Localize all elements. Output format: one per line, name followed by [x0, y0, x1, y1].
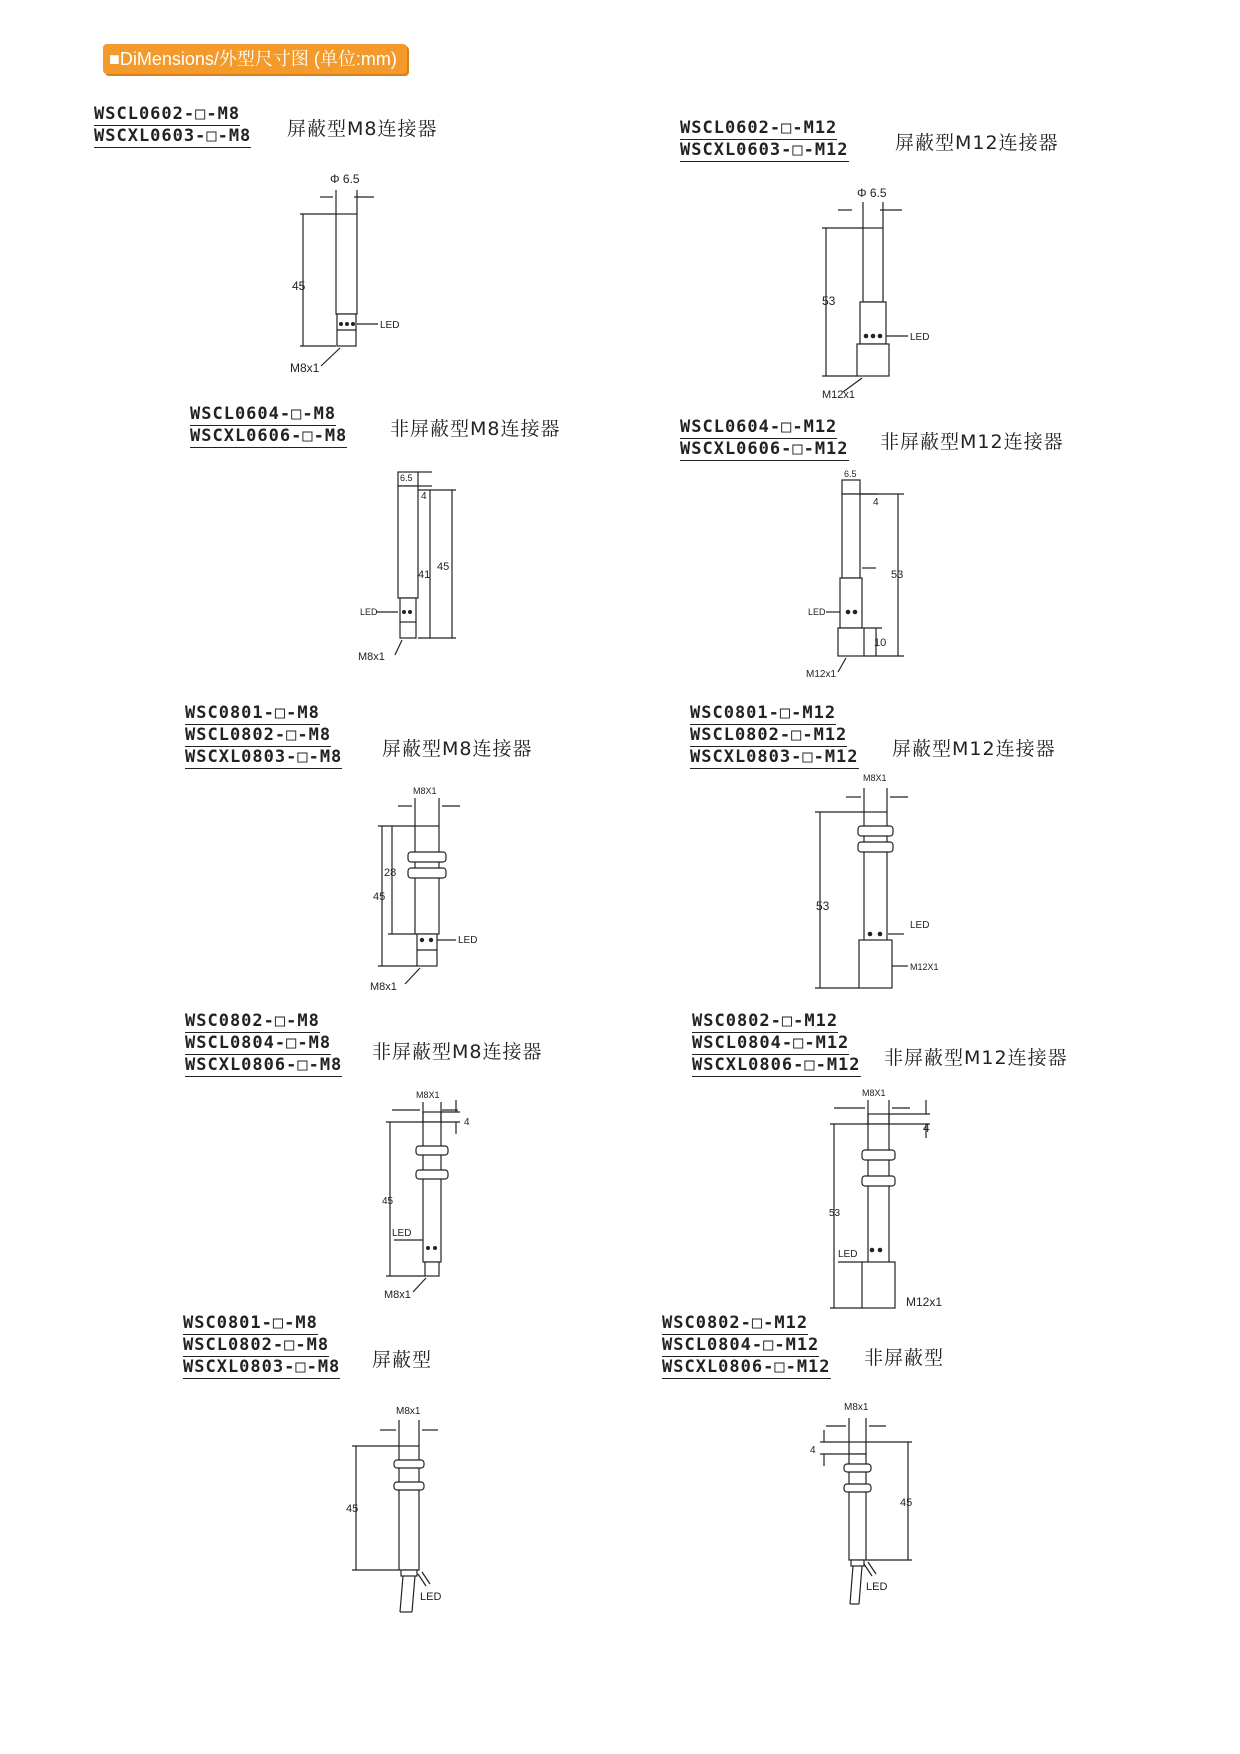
model-number: WSC0802-□-M8 [185, 1011, 320, 1031]
dim-label: M8x1 [358, 651, 385, 663]
led-label: LED [380, 320, 400, 331]
dim-label: 45 [346, 1503, 359, 1515]
sensor-description: 屏蔽型M12连接器 [895, 132, 1059, 154]
sensor-description: 屏蔽型M8连接器 [382, 738, 533, 760]
dim-label: Φ 6.5 [857, 186, 887, 200]
sensor-description: 非屏蔽型M8连接器 [372, 1041, 543, 1063]
sensor-description: 屏蔽型M12连接器 [892, 738, 1056, 760]
model-number: WSCL0804-□-M12 [662, 1335, 820, 1355]
model-number: WSCXL0806-□-M12 [692, 1055, 861, 1075]
led-label: LED [910, 920, 930, 931]
model-number: WSCL0804-□-M8 [185, 1033, 332, 1053]
dim-label: M8X1 [413, 786, 437, 796]
dim-label: 10 [874, 637, 887, 649]
dim-label: 45 [373, 891, 386, 903]
dim-label: 45 [900, 1497, 913, 1509]
dim-label: 53 [829, 1208, 841, 1219]
led-label: LED [808, 607, 826, 617]
dim-label: M8x1 [844, 1402, 869, 1413]
dim-label: M8x1 [290, 361, 320, 375]
dim-label: 4 [810, 1445, 816, 1456]
dim-label: 53 [891, 569, 904, 581]
led-label: LED [360, 607, 378, 617]
dim-label: M12x1 [906, 1295, 943, 1309]
model-number: WSCL0804-□-M12 [692, 1033, 850, 1053]
model-number: WSC0801-□-M8 [183, 1313, 318, 1333]
model-number: WSC0802-□-M12 [692, 1011, 839, 1031]
dim-label: M12x1 [822, 389, 856, 401]
sensor-description: 非屏蔽型 [864, 1347, 945, 1369]
model-number: WSCL0602-□-M12 [680, 118, 838, 138]
model-number: WSCXL0606-□-M8 [190, 426, 348, 446]
model-number: WSCXL0803-□-M8 [185, 747, 343, 767]
dim-label: 4 [464, 1117, 470, 1128]
dim-label: 45 [382, 1196, 394, 1207]
dim-label: 28 [384, 867, 397, 879]
led-label: LED [910, 332, 930, 343]
dim-label: Φ 6.5 [330, 172, 360, 186]
dim-label: M12X1 [910, 962, 939, 972]
led-label: LED [392, 1228, 412, 1239]
model-number: WSCXL0803-□-M12 [690, 747, 859, 767]
dim-label: 6.5 [844, 469, 857, 479]
dim-label: 53 [822, 294, 836, 308]
dim-label: 4 [923, 1121, 930, 1135]
dim-label: 6.5 [400, 473, 413, 483]
model-number: WSCXL0806-□-M12 [662, 1357, 831, 1377]
model-number: WSCXL0603-□-M12 [680, 140, 849, 160]
section-header: ■DiMensions/外型尺寸图 (单位:mm) [103, 44, 407, 74]
model-number: WSCXL0606-□-M12 [680, 439, 849, 459]
dim-label: M8X1 [862, 1088, 886, 1098]
model-number: WSCL0604-□-M8 [190, 404, 337, 424]
model-number: WSC0802-□-M12 [662, 1313, 809, 1333]
sensor-description: 非屏蔽型M12连接器 [884, 1047, 1068, 1069]
model-number: WSCXL0806-□-M8 [185, 1055, 343, 1075]
model-number: WSCL0802-□-M12 [690, 725, 848, 745]
led-label: LED [838, 1249, 858, 1260]
dim-label: M8x1 [370, 981, 397, 993]
model-number: WSCL0802-□-M8 [183, 1335, 330, 1355]
sensor-description: 屏蔽型M8连接器 [287, 118, 438, 140]
dim-label: 4 [873, 497, 879, 508]
dim-label: 41 [418, 569, 431, 581]
dim-label: M8X1 [416, 1090, 440, 1100]
sensor-description: 非屏蔽型M8连接器 [390, 418, 561, 440]
led-label: LED [866, 1581, 888, 1593]
model-number: WSCXL0603-□-M8 [94, 126, 252, 146]
model-number: WSC0801-□-M8 [185, 703, 320, 723]
dim-label: 45 [292, 279, 306, 293]
led-label: LED [420, 1591, 442, 1603]
model-number: WSCXL0803-□-M8 [183, 1357, 341, 1377]
dim-label: 53 [816, 899, 830, 913]
model-number: WSC0801-□-M12 [690, 703, 837, 723]
model-number: WSCL0802-□-M8 [185, 725, 332, 745]
model-number: WSCL0604-□-M12 [680, 417, 838, 437]
dim-label: M8X1 [863, 773, 887, 783]
dim-label: 45 [437, 561, 450, 573]
model-number: WSCL0602-□-M8 [94, 104, 241, 124]
dim-label: 4 [421, 491, 427, 502]
led-label: LED [458, 935, 478, 946]
sensor-description: 屏蔽型 [372, 1349, 433, 1371]
dim-label: M12x1 [806, 669, 837, 680]
dim-label: M8x1 [384, 1289, 411, 1301]
dim-label: M8x1 [396, 1406, 421, 1417]
sensor-description: 非屏蔽型M12连接器 [880, 431, 1064, 453]
